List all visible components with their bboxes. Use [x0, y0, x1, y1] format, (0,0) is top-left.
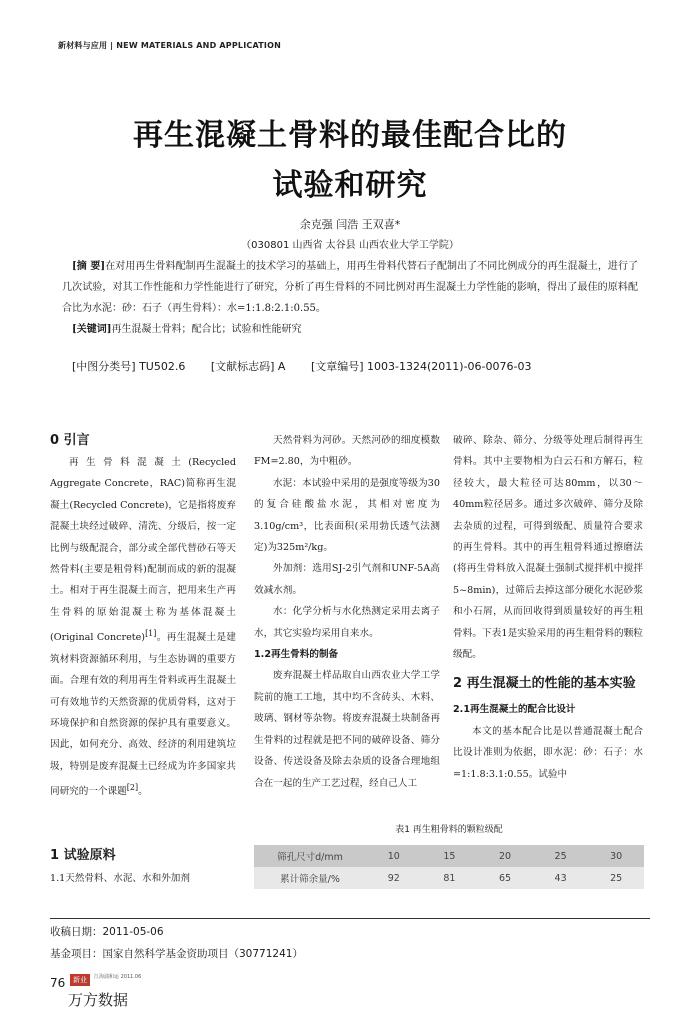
col3-paragraph-1: 破碎、除杂、筛分、分级等处理后制得再生骨料。其中主要物相为白云石和方解石，粒径较大，最大粒径可达80mm，以30～40mm粒径居多。通过多次破碎、筛分及除去杂质的过程，可得到级配、质量符合要求的再生骨料。其中的再生粗骨料通过擦磨法(将再生骨料放入混凝土强制式搅拌机中搅拌5~8min)，过筛后去掉这部分硬化水泥砂浆和小石屑，从而回收得到质量较好的再生粗骨料。下表1是实验采用的再生粗骨料的颗粒级配。 — [453, 435, 643, 661]
table-cell: 10 — [366, 845, 422, 867]
intro-text-a: 再生骨料混凝土(Recycled Aggregate Concrete，RAC)简称再生混凝土(Recycled Concrete)，它是指将废弃混凝土块经过破碎、清洗、分级后，按一定比例与级配混合，部分或全部代替砂石等天然骨料(主要是粗骨料)配制而成的新的混凝土。相对于再生混凝土而言，把用来生产再生骨料的原始混凝土称为基体混凝土(Original Concrete) — [50, 457, 236, 644]
article-number: [文章编号] 1003-1324(2011)-06-0076-03 — [310, 360, 532, 373]
table-cell: 92 — [366, 867, 422, 889]
abstract-paragraph — [62, 256, 638, 319]
column-2 — [254, 430, 440, 794]
table-title: 表1 再生粗骨料的颗粒级配 — [395, 825, 503, 835]
reference-2: [2] — [126, 783, 139, 793]
document-code: [文献标志码] A — [210, 360, 286, 373]
watermark-text: 万方数据 — [68, 991, 129, 1009]
received-date: 收稿日期：2011-05-06 — [50, 926, 164, 938]
section-heading-2: 2 再生混凝土的性能的基本实验 — [453, 676, 636, 692]
keywords-paragraph — [62, 319, 638, 340]
clc-code: [中图分类号] TU502.6 — [72, 360, 186, 373]
abstract-block — [62, 256, 638, 340]
paper-title-line2: 试验和研究 — [272, 168, 428, 203]
classification-line — [72, 358, 553, 374]
section-heading-intro: 0 引言 — [50, 433, 90, 448]
footer-divider — [50, 918, 650, 919]
table-cell: 65 — [477, 867, 533, 889]
abstract-text: 在对用再生骨料配制再生混凝土的技术学习的基础上，用再生骨料代替石子配制出了不同比例成分的再生混凝土，进行了几次试验，对其工作性能和力学性能进行了研究，分析了再生骨料的不同比例对再生混凝土力学性能的影响，得出了最佳的原料配合比为水泥：砂：石子（再生骨料）：水=1:1.8:2.1:0.55。 — [62, 261, 639, 314]
table-cell: 25 — [588, 867, 644, 889]
affiliation: （030801 山西省 太谷县 山西农业大学工学院） — [241, 240, 459, 251]
table-cell: 25 — [533, 845, 589, 867]
keywords-text: 再生混凝土骨料；配合比；试验和性能研究 — [111, 324, 302, 335]
fund-project: 基金项目：国家自然科学基金资助项目（30771241） — [50, 948, 303, 960]
paper-title-line1: 再生混凝土骨料的最佳配合比的 — [133, 118, 567, 153]
column-3 — [453, 430, 643, 785]
subsection-heading-1-2: 1.2再生骨料的制备 — [254, 649, 339, 661]
intro-text-end: 。 — [138, 786, 148, 798]
column-1 — [50, 430, 236, 803]
table-row — [254, 845, 644, 867]
col2-paragraph-3: 外加剂：选用SJ-2引气剂和UNF-5A高效减水剂。 — [254, 563, 440, 596]
subsection-heading-2-1: 2.1再生混凝土的配合比设计 — [453, 704, 576, 716]
col2-paragraph-4: 水：化学分析与水化热测定采用去离子水，其它实验均采用自来水。 — [254, 606, 440, 639]
subsection-heading-1-1: 1.1天然骨料、水泥、水和外加剂 — [50, 873, 190, 884]
grading-table — [254, 845, 644, 889]
table-row-label: 累计筛余量/% — [254, 867, 366, 889]
table-cell: 30 — [588, 845, 644, 867]
table-cell: 81 — [422, 867, 478, 889]
journal-logo: 新业 — [70, 974, 90, 986]
table-row — [254, 867, 644, 889]
table-cell: 43 — [533, 867, 589, 889]
abstract-label: [摘 要] — [72, 261, 106, 272]
intro-text-b: 。再生混凝土是建筑材料资源循环利用，与生态协调的重要方面。合理有效的利用再生骨料或再生混凝土可有效地节约天然资源的优质骨料，这对于环境保护和自然资源的保护具有重要意义。因此，如何充分、高效、经济的利用建筑垃圾，特别是废弃混凝土已经成为许多国家共同研究的一个课题 — [50, 632, 237, 798]
running-header: 新材料与应用 | NEW MATERIALS AND APPLICATION — [58, 41, 281, 50]
section-heading-1: 1 试验原料 — [50, 848, 116, 863]
authors: 余克强 闫浩 王双喜* — [299, 218, 401, 231]
col2-paragraph-5: 废弃混凝土样品取自山西农业大学工学院前的施工工地，其中均不含砖头、木料、玻璃、钢材等杂物。将废弃混凝土块制备再生骨料的过程就是把不同的破碎设备、筛分设备、传送设备及除去杂质的设备合理地组合在一起的生产工艺过程，经自己人工 — [254, 670, 440, 789]
journal-issue-mark: 江海浦和运 2011.06 — [94, 974, 142, 980]
table-cell: 20 — [477, 845, 533, 867]
intro-paragraph — [50, 452, 236, 803]
table-row-label: 筛孔尺寸d/mm — [254, 845, 366, 867]
reference-1: [1] — [145, 629, 157, 639]
col3-paragraph-2: 本文的基本配合比是以普通混凝土配合比设计准则为依据，即水泥：砂：石子：水=1:1.8:3.1:0.55。试验中 — [453, 725, 643, 780]
keywords-label: [关键词] — [72, 324, 112, 335]
col2-paragraph-1: 天然骨料为河砂。天然河砂的细度模数FM=2.80，为中粗砂。 — [254, 435, 440, 468]
table-cell: 15 — [422, 845, 478, 867]
col2-paragraph-2: 水泥：本试验中采用的是强度等级为30的复合硅酸盐水泥，其相对密度为3.10g/cm³，比表面积(采用勃氏透气法测定)为325m²/kg。 — [254, 477, 440, 554]
page-number: 76 — [50, 976, 66, 990]
